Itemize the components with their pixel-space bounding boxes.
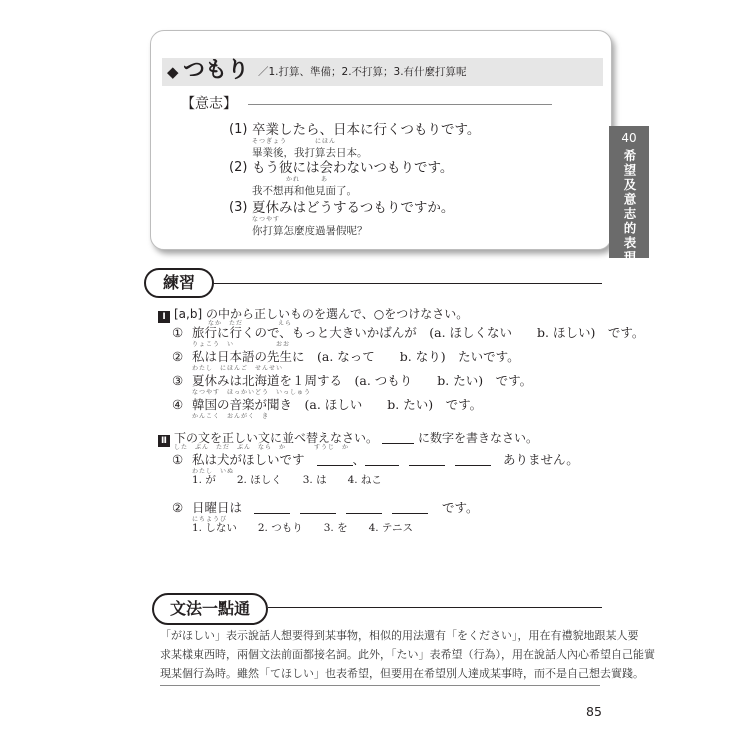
question-1-item-1 [172, 325, 644, 341]
section-divider [248, 104, 552, 105]
practice-heading: 練習 [144, 268, 214, 298]
example-1-number: (1) [229, 122, 248, 137]
question-2-marker: Ⅱ [158, 435, 170, 447]
item-furigana: にちようび [192, 516, 228, 523]
item-text: 旅行に行くので、もっと大きいかばんが (a. ほしくない b. ほしい) です。 [192, 325, 645, 340]
example-3-sentence: 夏休みはどうするつもりですか。 [252, 200, 455, 216]
chapter-side-tab [609, 126, 649, 265]
item-number: ② [172, 349, 184, 364]
question-2-furigana: した ぶん ただ ぶん なら か すうじ か [174, 444, 350, 451]
question-2-item-2-options: 1. しない 2. つもり 3. を 4. テニス [192, 522, 414, 534]
item-tail: です。 [442, 500, 479, 515]
item-furigana: かんこく おんがく き [192, 413, 270, 420]
answer-blank[interactable] [392, 501, 428, 514]
item-tail: ありません。 [503, 452, 579, 467]
question-1-item-4 [172, 397, 482, 413]
example-2-furigana: かれ あ [286, 176, 329, 183]
section-label-intention: 【意志】 [181, 96, 237, 112]
grammar-tip-line-1: 「がほしい」表示說話人想要得到某事物，相似的用法還有「をください」，用在有禮貌地跟某人要 [160, 629, 639, 642]
item-number: ④ [172, 397, 184, 412]
item-text: 夏休みは北海道を１周する (a. つもり b. たい) です。 [192, 373, 533, 388]
grammar-tip-body [160, 626, 655, 683]
item-furigana: なつやす ほっかいどう いっしゅう [192, 389, 312, 396]
item-furigana: わたし いぬ [192, 468, 235, 475]
item-lead: 日曜日は [192, 500, 243, 515]
question-1-marker: Ⅰ [158, 311, 170, 323]
answer-blank[interactable] [455, 453, 491, 466]
question-1-text: [a,b] の中から正しいものを選んで、○をつけなさい。 [174, 307, 469, 321]
item-text: 私は日本語の先生に (a. なって b. なり) たいです。 [192, 349, 520, 364]
item-number: ② [172, 500, 184, 515]
example-2-number: (2) [229, 160, 248, 175]
question-2-item-2 [172, 500, 479, 516]
example-3-furigana: なつやす [252, 216, 281, 223]
blank-comma: 、 [352, 452, 366, 467]
question-1-item-2 [172, 349, 520, 365]
question-2-item-1 [172, 452, 579, 468]
practice-rule [214, 283, 602, 284]
page-number: 85 [586, 704, 602, 719]
item-number: ① [172, 325, 184, 340]
item-furigana: りょこう い おお [192, 341, 291, 348]
grammar-summary: ／1.打算、準備；2.不打算；3.有什麼打算呢 [258, 66, 467, 78]
grammar-tip-heading: 文法一點通 [152, 593, 268, 625]
answer-blank[interactable] [346, 501, 382, 514]
item-text: 韓国の音楽が聞き (a. ほしい b. たい) です。 [192, 397, 483, 412]
chapter-number: 40 [621, 131, 637, 145]
example-3-translation: 你打算怎麼度過暑假呢？ [252, 225, 368, 237]
grammar-tip-rule [268, 607, 602, 608]
question-2-item-1-options: 1. が 2. ほしく 3. は 4. ねこ [192, 474, 382, 486]
item-furigana: わたし にほんご せんせい [192, 365, 284, 372]
blank-line [382, 431, 414, 444]
question-1-item-3 [172, 373, 532, 389]
bottom-divider [160, 685, 600, 686]
answer-blank[interactable] [300, 501, 336, 514]
question-2-text-after: に数字を書きなさい。 [418, 431, 539, 445]
example-1-sentence: 卒業したら、日本に行くつもりです。 [252, 122, 481, 138]
example-3-number: (3) [229, 200, 248, 215]
answer-blank[interactable] [365, 453, 399, 466]
chapter-title: 希望及意志的表現 [622, 149, 637, 265]
item-number: ③ [172, 373, 184, 388]
example-1-furigana: そつぎょう にほん [252, 138, 337, 145]
example-2-sentence: もう彼には会わないつもりです。 [252, 160, 454, 176]
answer-blank[interactable] [254, 501, 290, 514]
diamond-icon: ◆ [167, 63, 179, 81]
grammar-tip-line-2: 求某樣東西時，兩個文法前面都接名詞。此外，「たい」表希望（行為），用在說話人內心希望自己能實 [160, 648, 655, 661]
answer-blank[interactable] [317, 453, 353, 466]
answer-blank[interactable] [409, 453, 445, 466]
item-lead: 私は犬がほしいです [192, 452, 305, 467]
question-1-furigana: なか ただ えら [208, 320, 293, 327]
question-1-instruction [158, 306, 468, 323]
example-1-translation: 畢業後，我打算去日本。 [252, 147, 368, 159]
grammar-title: つもり [183, 58, 250, 83]
item-number: ① [172, 452, 184, 467]
question-2-text-before: 下の文を正しい文に並べ替えなさい。 [174, 431, 379, 445]
grammar-tip-line-3: 現某個行為時。雖然「てほしい」也表希望，但要用在希望別人達成某事時，而不是自己想去實踐。 [160, 667, 644, 680]
example-2-translation: 我不想再和他見面了。 [252, 185, 357, 197]
